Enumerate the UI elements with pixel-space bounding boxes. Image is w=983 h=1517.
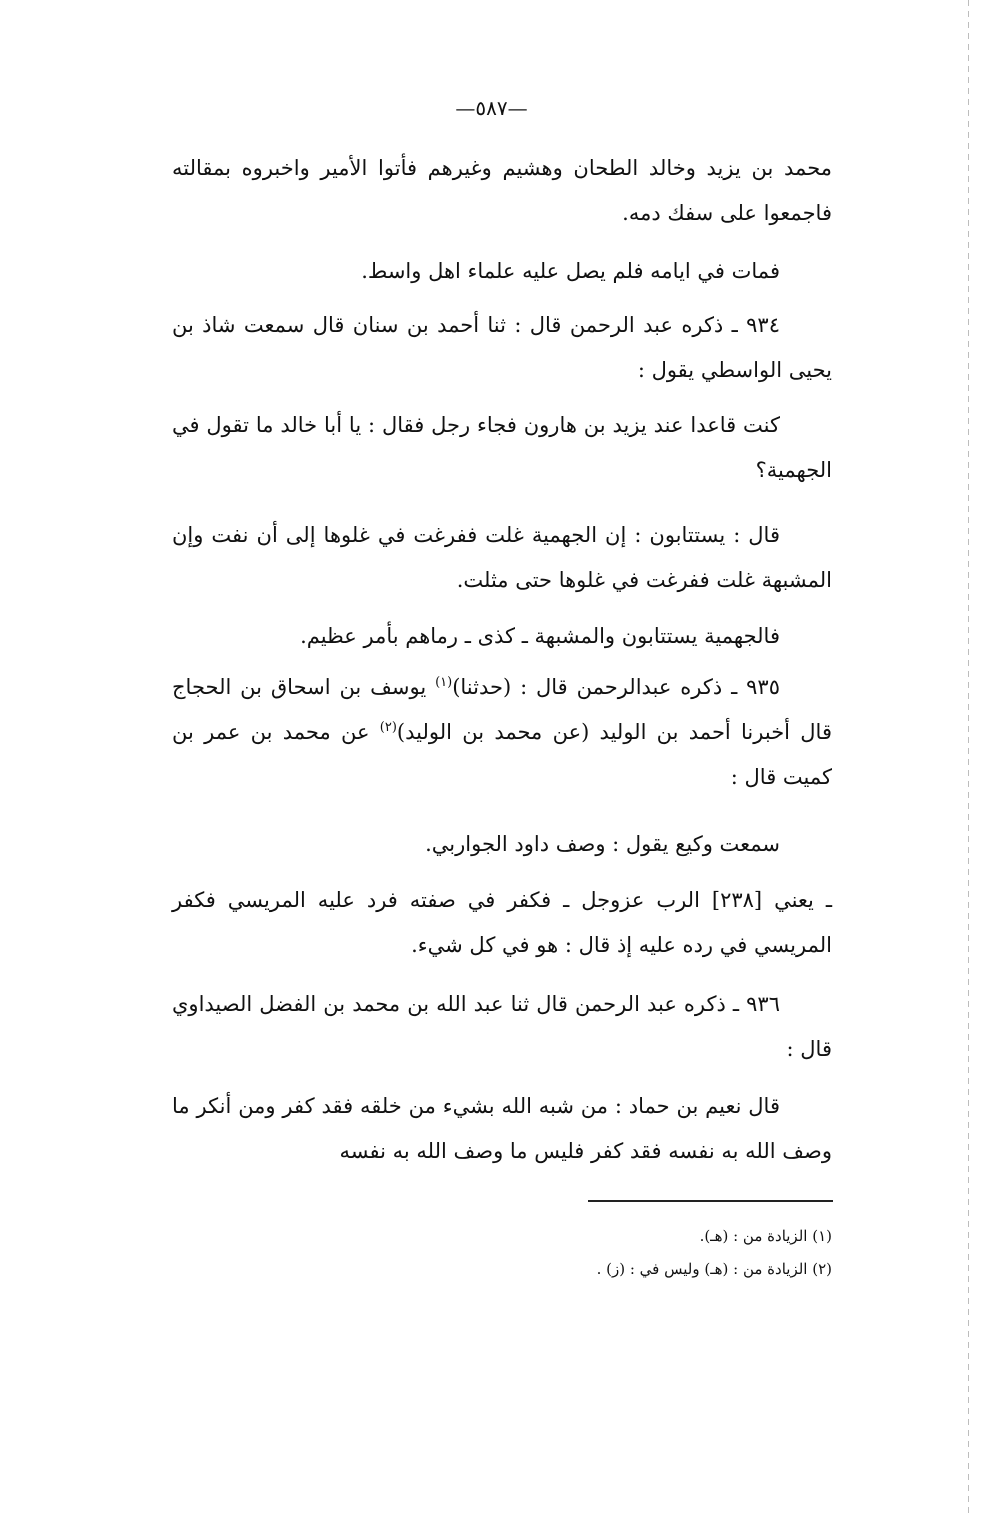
footnote-ref-2: (٢) [379, 720, 397, 735]
footnote-separator [588, 1200, 833, 1202]
page-number: —٥٨٧— [455, 96, 528, 120]
main-text-5 [172, 513, 832, 603]
main-text-8 [172, 822, 832, 867]
paragraph-7 [172, 665, 832, 800]
main-text-6 [172, 614, 832, 659]
main-text-9 [172, 878, 832, 968]
main-text [172, 146, 832, 236]
paragraph-5: قال : يستتابون : إن الجهمية غلت ففرغت في غلوها إلى أن نفت وإن المشبهة غلت ففرغت في غلوها حتى مثلت. [172, 523, 832, 592]
paragraph-10: ٩٣٦ ـ ذكره عبد الرحمن قال ثنا عبد الله بن محمد بن الفضل الصيداوي قال : [172, 992, 832, 1061]
main-text-2 [172, 249, 832, 294]
main-text-10 [172, 982, 832, 1072]
paragraph-7-part-a: ٩٣٥ ـ ذكره عبدالرحمن قال : (حدثنا) [452, 675, 780, 699]
paragraph-8: سمعت وكيع يقول : وصف داود الجواربي. [425, 832, 780, 856]
main-text-11 [172, 1084, 832, 1174]
main-text-4 [172, 403, 832, 493]
footnote-2: (٢) الزيادة من : (هـ) وليس في : (ز) . [596, 1260, 832, 1278]
paragraph-7-part-c: عن محمد بن عمر بن كميت قال : [172, 720, 832, 789]
paragraph-9: ـ يعني [٢٣٨] الرب عزوجل ـ فكفر في صفته فرد عليه المريسي فكفر المريسي في رده عليه إذ قال : هو في كل شيء. [172, 888, 833, 957]
paragraph-6: فالجهمية يستتابون والمشبهة ـ كذى ـ رماهم بأمر عظيم. [300, 624, 780, 648]
footnote-1: (١) الزيادة من : (هـ). [699, 1227, 832, 1245]
footnote-ref-1: (١) [435, 675, 453, 690]
scan-edge-line [968, 0, 969, 1517]
paragraph-1: محمد بن يزيد وخالد الطحان وهشيم وغيرهم فأتوا الأمير واخبروه بمقالته فاجمعوا على سفك دمه. [172, 156, 832, 225]
paragraph-2: فمات في ايامه فلم يصل عليه علماء اهل واسط. [361, 259, 780, 283]
paragraph-7-part-b: يوسف بن اسحاق بن الحجاج قال أخبرنا أحمد بن الوليد (عن محمد بن الوليد) [172, 675, 832, 744]
paragraph-11: قال نعيم بن حماد : من شبه الله بشيء من خلقه فقد كفر ومن أنكر ما وصف الله به نفسه فقد كفر فليس ما وصف الله به نفسه [172, 1094, 832, 1163]
footnotes [400, 1220, 832, 1286]
main-text-3 [172, 303, 832, 393]
main-text-7 [172, 665, 832, 800]
paragraph-4: كنت قاعدا عند يزيد بن هارون فجاء رجل فقال : يا أبا خالد ما تقول في الجهمية؟ [172, 413, 832, 482]
paragraph-3: ٩٣٤ ـ ذكره عبد الرحمن قال : ثنا أحمد بن سنان قال سمعت شاذ بن يحيى الواسطي يقول : [172, 313, 832, 382]
